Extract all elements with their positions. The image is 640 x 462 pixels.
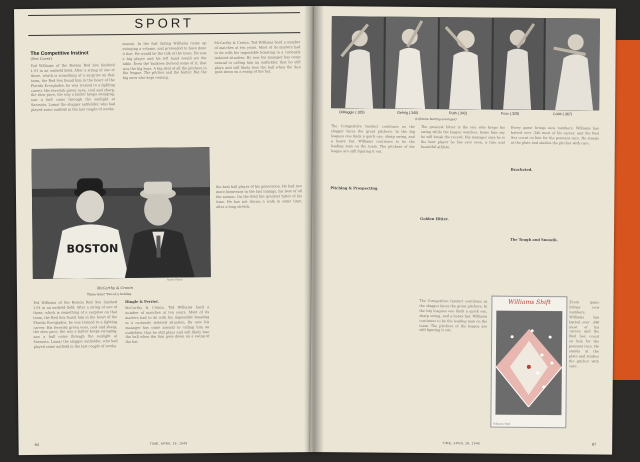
svg-text:BOSTON: BOSTON: [66, 242, 119, 256]
right-body-column-3: Every game brings new numbers. Williams has batted over .340 most of his career, and the Red Sox count on him for the pennant race. He stands at the plate and studies the pitcher with care.: [510, 125, 599, 146]
magazine-spread: [8, 6, 620, 458]
section-title: SPORT: [134, 15, 195, 31]
photo-credit: Acme Photo: [166, 278, 183, 282]
player-label-gehrig: Gehrig (.340): [397, 110, 419, 115]
article-byline: (See Cover): [30, 56, 53, 61]
player-photo-foxx: [493, 18, 544, 110]
footer-date-right: TIME, APRIL 18, 1949: [442, 441, 481, 446]
body-column-2: season. In the fast fading Williams came up swinging a volume, and pretended to have done it fine. He would be the talk of the town. He was a big player and his left hand would set the table. Even the Yankees derived some of it, that was the big boys. A big deal of all the pitchers in the league. The pitcher and the batter. But the big ones who kept coming.: [122, 41, 207, 81]
photo-subcaption: Three-time? Two of a holiday.: [86, 291, 132, 297]
player-photo-gehrig: [385, 17, 438, 109]
article-headline: The Competitive Instinct: [30, 50, 89, 57]
page-number-left: 64: [34, 442, 39, 447]
player-photo-ruth: [439, 17, 492, 109]
subhead-pitching: Pitching & Prospecting.: [330, 186, 379, 191]
body-column-3: McCarthy & Cronin. Ted Williams hard a number of matches at ten years. Most of its matters had to do with his impossible boasting in a curiously isolated situation. By now his manager has come around to calling him an outfielder, that he still plays and will likely lose the ball when the Sun goes down on a swing of the bat.: [214, 40, 301, 75]
player-photo-dimaggio: [331, 16, 384, 108]
right-page: [310, 6, 616, 455]
body-column-1: Ted Williams of the Boston Red Sox finished 1.91 in an outfield field. After a string of one of those, which is something of a surprise on that team, the Red Sox found him in the heart of the Florida Everglades, he was trained to a fighting career. His feverish green eyes, cool and sharp, the slow pace, the way a batter keeps swinging, saw a ball come through the sunlight at Sarasota. Lamar the slugger outfielder, who had played some outfield in the last couple of weeks.: [30, 63, 116, 113]
right-body-column-5: Every game brings new numbers. Williams has batted over .340 most of his career, and the Red Sox count on him for the pennant race. He stands at the plate and studies the pitcher with care.: [568, 300, 600, 369]
body-column-5: Ted Williams of the Boston Red Sox finished 1.91 in an outfield field. After a string of one of those, which is something of a surprise on that team, the Red Sox found him in the heart of the Florida Everglades, he was trained to a fighting career. His feverish green eyes, cool and sharp, the slow pace, the way a batter keeps swinging, saw a ball come through the sunlight at Sarasota. Lamar the slugger outfielder, who had played some outfield in the last couple of weeks.: [33, 300, 118, 350]
right-body-column-1: The Competitive Instinct continues as the slugger faces the great pitchers. In the big leagues one finds a quick eye, sharp swing, and a heavy bat. Williams continues to be the leading man on the team. The pitchers of the league are still figuring it out.: [330, 124, 415, 154]
player-label-cobb: Cobb (.367): [553, 112, 573, 117]
chart-credit: Williams Shift: [493, 422, 511, 426]
williams-shift-title: Williams Shift: [508, 298, 551, 307]
body-column-6: McCarthy & Cronin. Ted Williams hard a number of matches at ten years. Most of its matters had to do with his impossible boasting in a curiously isolated situation. By now his manager has come around to calling him an outfielder, that he still plays and will likely lose the ball when the Sun goes down on a swing of the bat.: [125, 305, 210, 345]
page-number-right: 67: [591, 442, 597, 447]
footer-date-left: TIME, APRIL 18, 1949: [149, 441, 188, 446]
section-rule-bottom: [28, 32, 300, 36]
subhead-tough: The Tough and Smooth.: [509, 237, 558, 243]
left-page: [14, 6, 319, 455]
subhead-golden: Golden Hitter.: [420, 216, 449, 222]
strip-caption: (Lifetime batting averages): [415, 116, 457, 122]
williams-shift-diagram: [490, 296, 567, 429]
photo-caption: McCarthy & Cronin: [96, 285, 133, 291]
right-body-column-4: The Competitive Instinct continues as the slugger faces the great pitchers. In the big leagues one finds a quick eye, sharp swing, and a heavy bat. Williams continues to be the leading man on the team. The pitchers of the league are still figuring it out.: [419, 298, 488, 333]
player-photo-strip: [331, 16, 600, 110]
subhead-dingle: Dingle & Ferrier.: [125, 299, 160, 304]
player-label-ruth: Ruth (.342): [449, 111, 468, 116]
player-photo-cobb: [545, 18, 600, 110]
subhead-bracketed: Bracketed.: [510, 167, 533, 172]
book-gutter: [304, 6, 324, 452]
player-label-foxx: Foxx (.325): [501, 111, 520, 116]
right-body-column-2: The greatest hitter is the one who keeps his swing while the league watches. Some fans say he will break the record. His manager says he is the best player he has ever seen, a rare and beautiful athlete.: [420, 124, 505, 149]
body-column-4: the best ball player of his generation. He had two more homeruns in the last innings, his best of all the season. On the field the greatest hitter of his time. He has not drawn a walk in some time, after a long stretch.: [215, 184, 303, 209]
field-diagram: [491, 307, 566, 428]
player-label-dimaggio: DiMaggio (.325): [339, 110, 365, 115]
